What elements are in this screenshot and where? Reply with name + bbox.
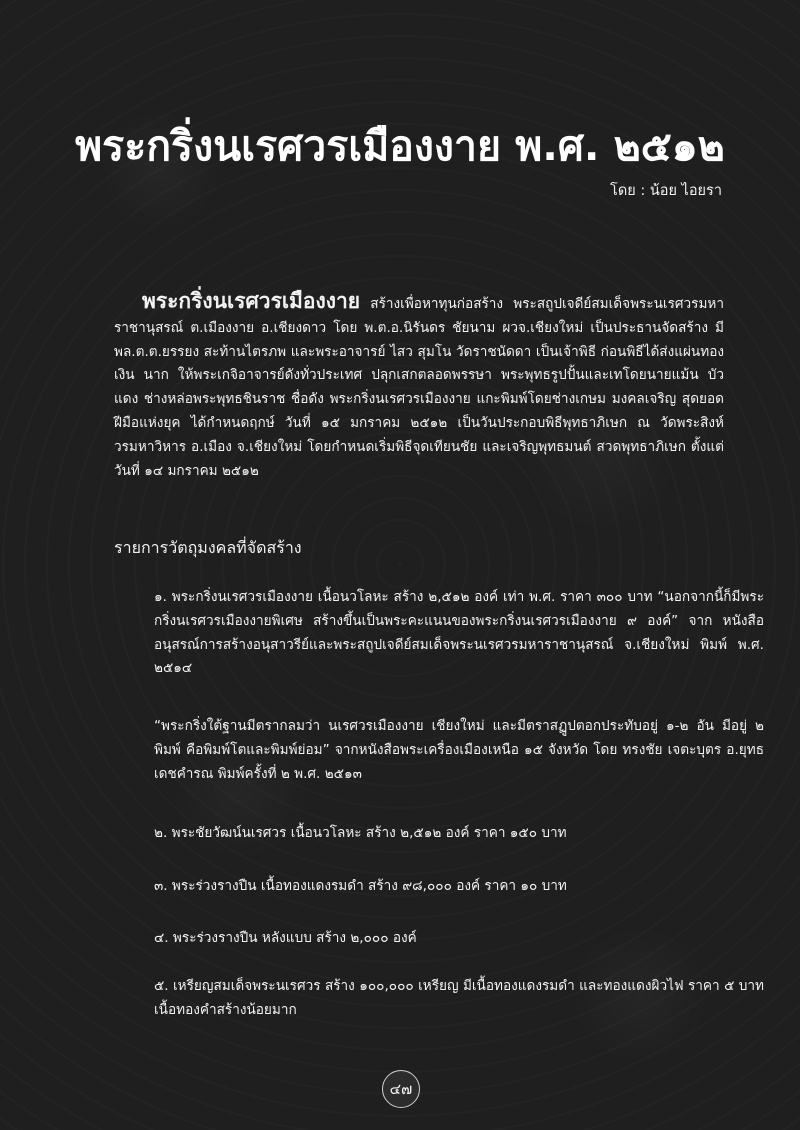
list-item: ๕. เหรียญสมเด็จพระนเรศวร สร้าง ๑๐๐,๐๐๐ เหรียญ มีเนื้อทองแดงรมดำ และทองแดงผิวไฟ ราคา ๕ บาท เนื้อทองคำสร้างน้อยมาก xyxy=(154,978,764,1018)
lead-paragraph xyxy=(114,290,724,483)
list-item: ๒. พระชัยวัฒน์นเรศวร เนื้อนวโลหะ สร้าง ๒,๕๑๒ องค์ ราคา ๑๕๐ บาท xyxy=(154,825,567,841)
lead-heading-text: พระกริ่งนเรศวรเมืองงาย xyxy=(142,289,361,313)
list-item: ๑. พระกริ่งนเรศวรเมืองงาย เนื้อนวโลหะ สร้าง ๒,๕๑๒ องค์ เท่า พ.ศ. ราคา ๓๐๐ บาท “นอกจากนี้ก็มีพระกริ่งนเรศวรเมืองงายพิเศษ สร้างขึ้นเป็นพระคะแนนของพระกริ่งนเรศวรเมืองงาย ๙ องค์” จาก หนังสืออนุสรณ์การสร้างอนุสาวรีย์และพระสถูปเจดีย์สมเด็จพระนเรศวรมหาราชานุสรณ์ จ.เชียงใหม่ พิมพ์ พ.ศ. ๒๕๑๔ xyxy=(154,589,764,677)
list-item: ๔. พระร่วงรางปืน หลังแบบ สร้าง ๒,๐๐๐ องค์ xyxy=(154,930,417,946)
author-byline: โดย : น้อย ไอยรา xyxy=(610,183,722,199)
section-heading: รายการวัตถุมงคลที่จัดสร้าง xyxy=(114,538,302,557)
list-item: ๓. พระร่วงรางปืน เนื้อทองแดงรมดำ สร้าง ๙๘,๐๐๐ องค์ ราคา ๑๐ บาท xyxy=(154,878,567,894)
lead-body-text: สร้างเพื่อหาทุนก่อสร้าง พระสถูปเจดีย์สมเด็จพระนเรศวรมหาราชานุสรณ์ ต.เมืองงาย อ.เชียงดาว โดย พ.ต.อ.นิรันดร ชัยนาม ผวจ.เชียงใหม่ เป็นประธานจัดสร้าง มี พล.ต.ต.ยรรยง สะท้านไตรภพ และพระอาจารย์ ไสว สุมโน วัดราชนัดดา เป็นเจ้าพิธี ก่อนพิธีได้ส่งแผ่นทอง เงิน นาก ให้พระเกจิอาจารย์ดังทั่วประเทศ ปลุกเสกตลอดพรรษา พระพุทธรูปปั้นและเทโดยนายแม้น บัวแดง ช่างหล่อพระพุทธชินราช ชื่อดัง พระกริ่งนเรศวรเมืองงาย แกะพิมพ์โดยช่างเกษม มงคลเจริญ สุดยอดฝีมือแห่งยุค ได้กำหนดฤกษ์ วันที่ ๑๕ มกราคม ๒๕๑๒ เป็นวันประกอบพิธีพุทธาภิเษก ณ วัดพระสิงห์วรมหาวิหาร อ.เมือง จ.เชียงใหม่ โดยกำหนดเริ่มพิธีจุดเทียนชัย และเจริญพุทธมนต์ สวดพุทธาภิเษก ตั้งแต่วันที่ ๑๔ มกราคม ๒๕๑๒ xyxy=(114,296,724,479)
quote-paragraph: “พระกริ่งใต้ฐานมีตรากลมว่า นเรศวรเมืองงาย เชียงใหม่ และมีตราสฏูปตอกประทับอยู่ ๑-๒ อัน มีอยู่ ๒ พิมพ์ คือพิมพ์โตและพิมพ์ย่อม” จากหนังสือพระเครื่องเมืองเหนือ ๑๕ จังหวัด โดย ทรงชัย เจตะบุตร อ.ยุทธ เดชคำรณ พิมพ์ครั้งที่ ๒ พ.ศ. ๒๕๑๓ xyxy=(154,718,764,782)
page-number: ๔๗ xyxy=(382,1070,420,1108)
page-title: พระกริ่งนเรศวรเมืองงาย พ.ศ. ๒๕๑๒ xyxy=(75,122,725,170)
